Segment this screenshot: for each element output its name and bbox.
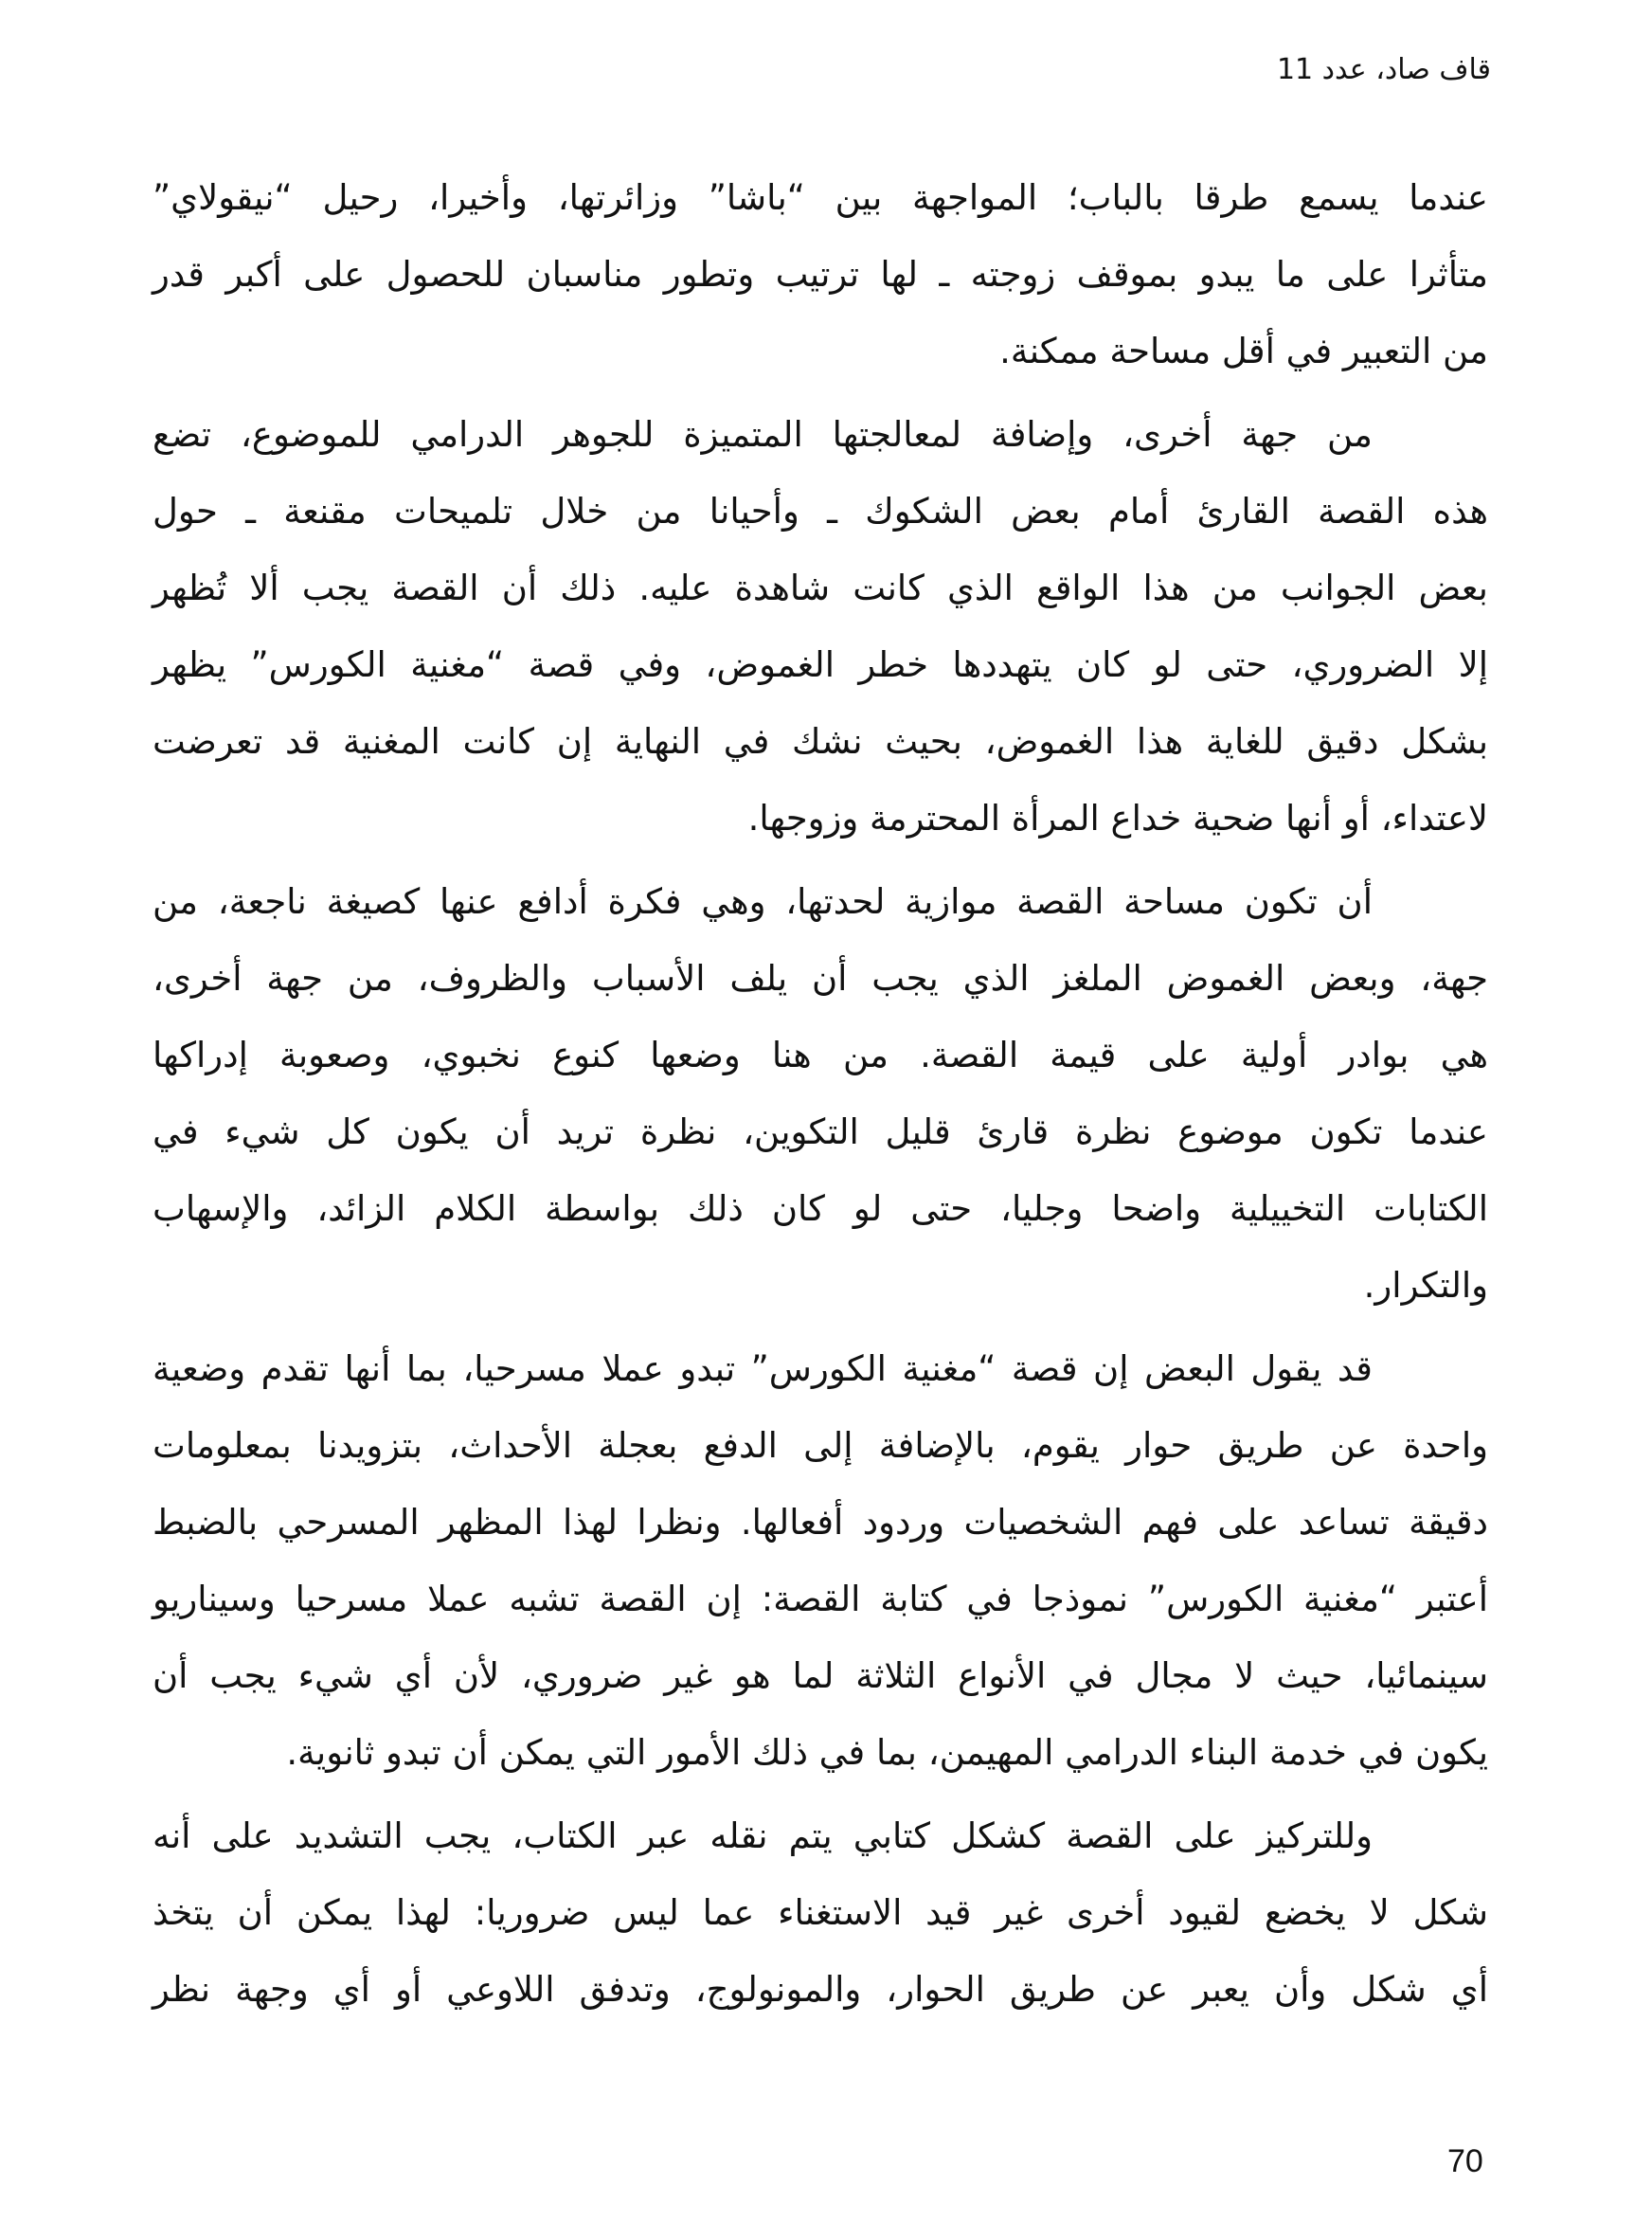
body-text (153, 159, 1488, 2034)
text-line: إلا الضروري، حتى لو كان يتهددها خطر الغموض، وفي قصة “مغنية الكورس” يظهر (153, 644, 1488, 685)
text-line: يكون في خدمة البناء الدرامي المهيمن، بما في ذلك الأمور التي يمكن أن تبدو ثانوية. (286, 1732, 1488, 1773)
text-line: متأثرا على ما يبدو بموقف زوجته ـ لها ترتيب وتطور مناسبان للحصول على أكبر قدر (153, 254, 1488, 295)
text-line: بشكل دقيق للغاية هذا الغموض، بحيث نشك في النهاية إن كانت المغنية قد تعرضت (153, 721, 1488, 762)
paragraph-5 (153, 1797, 1488, 2028)
text-line: أن تكون مساحة القصة موازية لحدتها، وهي فكرة أدافع عنها كصيغة ناجعة، من (153, 881, 1373, 922)
text-line: والتكرار. (1363, 1265, 1488, 1306)
text-line: من التعبير في أقل مساحة ممكنة. (999, 331, 1488, 371)
text-line: عندما تكون موضوع نظرة قارئ قليل التكوين، نظرة تريد أن يكون كل شيء في (153, 1111, 1488, 1152)
text-line: لاعتداء، أو أنها ضحية خداع المرأة المحترمة وزوجها. (747, 798, 1488, 839)
text-line: سينمائيا، حيث لا مجال في الأنواع الثلاثة لما هو غير ضروري، لأن أي شيء يجب أن (153, 1655, 1488, 1696)
paragraph-2 (153, 396, 1488, 857)
text-line: عندما يسمع طرقا بالباب؛ المواجهة بين “باشا” وزائرتها، وأخيرا، رحيل “نيقولاي” (153, 177, 1488, 218)
paragraph-4 (153, 1330, 1488, 1791)
text-line: هي بوادر أولية على قيمة القصة. من هنا وضعها كنوع نخبوي، وصعوبة إدراكها (153, 1035, 1488, 1075)
text-line: دقيقة تساعد على فهم الشخصيات وردود أفعالها. ونظرا لهذا المظهر المسرحي بالضبط (153, 1502, 1488, 1543)
text-line: واحدة عن طريق حوار يقوم، بالإضافة إلى الدفع بعجلة الأحداث، بتزويدنا بمعلومات (153, 1425, 1488, 1466)
text-line: شكل لا يخضع لقيود أخرى غير قيد الاستغناء عما ليس ضروريا: لهذا يمكن أن يتخذ (153, 1892, 1488, 1933)
paragraph-1 (153, 159, 1488, 389)
text-line: بعض الجوانب من هذا الواقع الذي كانت شاهدة عليه. ذلك أن القصة يجب ألا تُظهر (153, 568, 1488, 608)
text-line: هذه القصة القارئ أمام بعض الشكوك ـ وأحيانا من خلال تلميحات مقنعة ـ حول (153, 491, 1488, 532)
text-line: قد يقول البعض إن قصة “مغنية الكورس” تبدو عملا مسرحيا، بما أنها تقدم وضعية (153, 1348, 1373, 1389)
text-line: وللتركيز على القصة كشكل كتابي يتم نقله عبر الكتاب، يجب التشديد على أنه (153, 1815, 1373, 1856)
text-line: أعتبر “مغنية الكورس” نموذجا في كتابة القصة: إن القصة تشبه عملا مسرحيا وسيناريو (153, 1579, 1488, 1619)
paragraph-3 (153, 863, 1488, 1324)
running-header: قاف صاد، عدد 11 (1276, 53, 1491, 86)
page-number: 70 (1447, 2143, 1483, 2179)
text-line: جهة، وبعض الغموض الملغز الذي يجب أن يلف الأسباب والظروف، من جهة أخرى، (153, 958, 1488, 999)
text-line: الكتابات التخييلية واضحا وجليا، حتى لو كان ذلك بواسطة الكلام الزائد، والإسهاب (153, 1188, 1488, 1229)
text-line: من جهة أخرى، وإضافة لمعالجتها المتميزة للجوهر الدرامي للموضوع، تضع (153, 414, 1373, 455)
text-line: أي شكل وأن يعبر عن طريق الحوار، والمونولوج، وتدفق اللاوعي أو أي وجهة نظر (153, 1969, 1488, 2010)
